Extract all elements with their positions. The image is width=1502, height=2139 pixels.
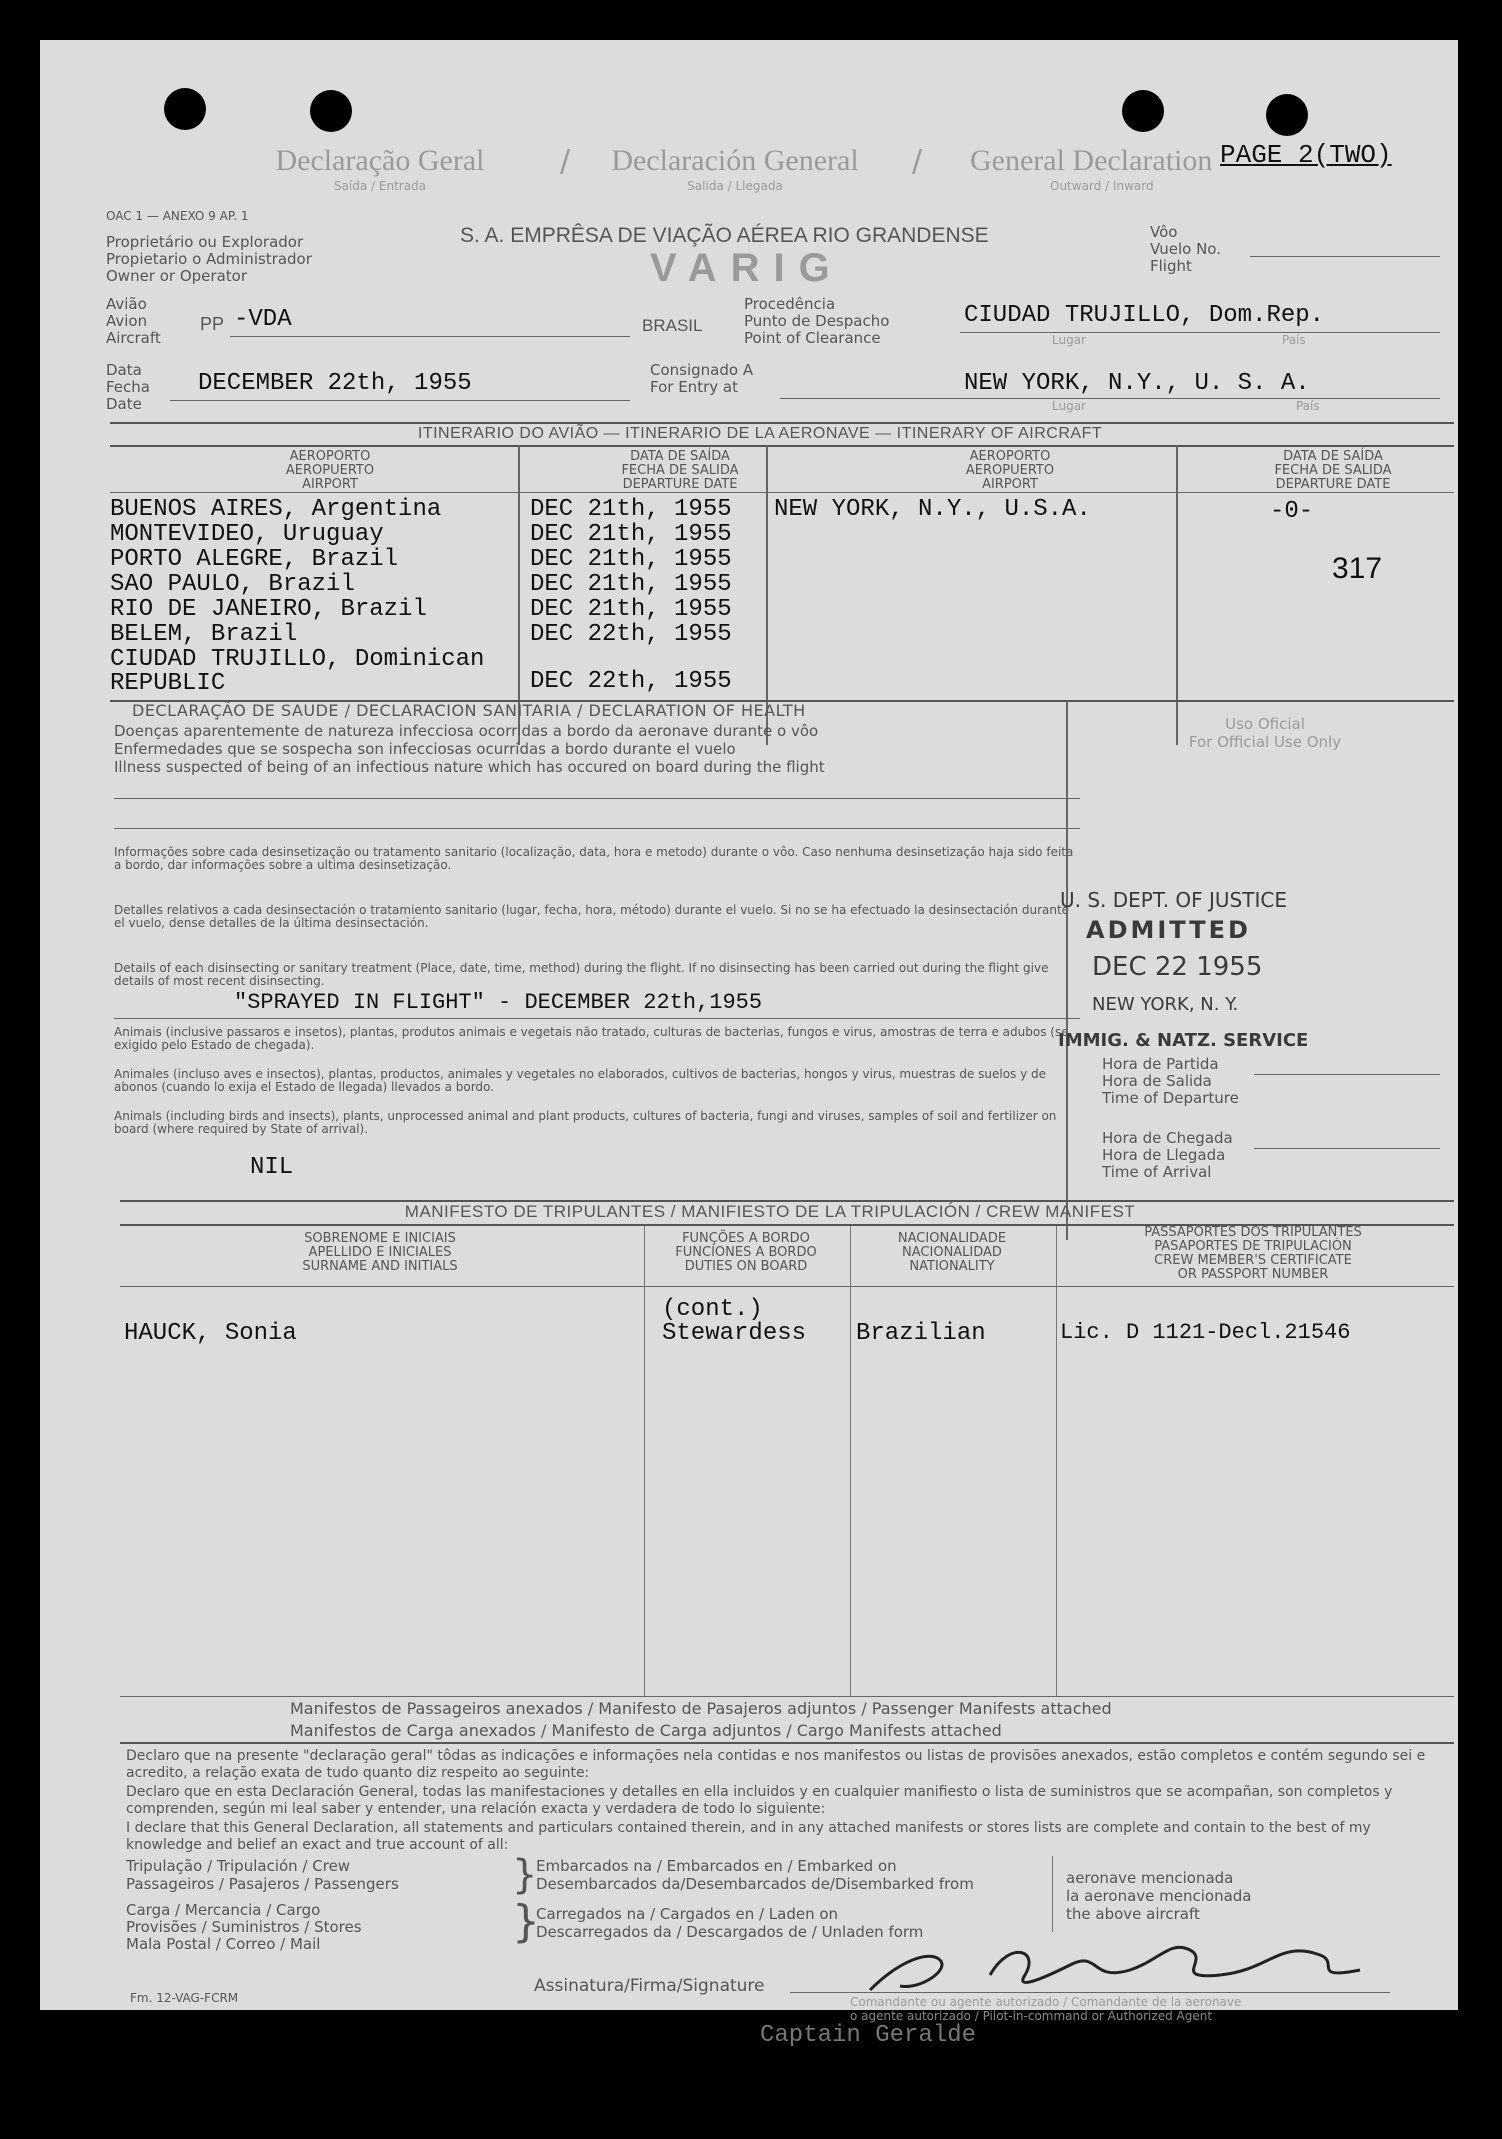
crew-heading: MANIFESTO DE TRIPULANTES / MANIFIESTO DE LA TRIPULACIÓN / CREW MANIFEST	[404, 1202, 1136, 1221]
immigration-stamp-line: DEC 22 1955	[1092, 952, 1263, 982]
clearance-label-pt: Procedência	[744, 295, 836, 313]
flight-label-pt: Vôo	[1150, 223, 1178, 241]
declaration-embarked-label: Embarcados na / Embarcados en / Embarked on	[536, 1857, 897, 1875]
aircraft-label-en: Aircraft	[106, 329, 161, 347]
flight-label-en: Flight	[1150, 257, 1192, 275]
title-es: Declaración General	[611, 144, 859, 177]
declaration-mail-label: Mala Postal / Correo / Mail	[126, 1935, 321, 1953]
punch-hole	[1122, 90, 1164, 132]
immigration-stamp-line: IMMIG. & NATZ. SERVICE	[1058, 1030, 1309, 1051]
signer-caption: o agente autorizado / Pilot-in-command or Authorized Agent	[850, 2009, 1213, 2023]
signature-label: Assinatura/Firma/Signature	[534, 1976, 765, 1996]
itinerary-col-date-left: DATA DE SAÍDA FECHA DE SALIDA DEPARTURE DATE	[621, 449, 739, 492]
crew-row-passport: Lic. D 1121-Decl.21546	[1060, 1320, 1351, 1345]
declaration-cargo-label: Carga / Mercancia / Cargo	[126, 1901, 321, 1919]
declaration-aircraft-es: la aeronave mencionada	[1066, 1887, 1252, 1905]
clearance-pais: País	[1282, 333, 1306, 347]
declaration-disembarked-label: Desembarcados da/Desembarcados de/Disembarked from	[536, 1875, 974, 1893]
declaration-text-en: I declare that this General Declaration, all statements and particulars contained therein, and in any attached manifests or stores lists are complete and contain to the best of my knowledge and belief an exact and true account of all:	[126, 1820, 1371, 1853]
clearance-label-en: Point of Clearance	[744, 329, 881, 347]
flight-underline	[1250, 256, 1440, 257]
crew-row-duties: Stewardess	[662, 1320, 807, 1347]
aircraft-underline	[230, 336, 630, 337]
aircraft-country: BRASIL	[642, 316, 703, 335]
aircraft-label-es: Avion	[106, 312, 148, 330]
declaration-aircraft-en: the above aircraft	[1066, 1905, 1200, 1923]
arrival-time-line	[1254, 1148, 1440, 1149]
immigration-stamp-line: NEW YORK, N. Y.	[1092, 994, 1239, 1015]
crew-divider	[644, 1226, 645, 1696]
page-number: 317	[1332, 552, 1383, 585]
arrival-time-label-pt: Hora de Chegada	[1102, 1129, 1233, 1147]
crew-row-duties-note: (cont.)	[662, 1296, 763, 1323]
consigned-underline	[780, 398, 1440, 399]
title-pt-sub: Saída / Entrada	[333, 179, 427, 193]
clearance-label-es: Punto de Despacho	[744, 312, 890, 330]
signer-name: Captain Geralde	[760, 2022, 977, 2049]
consigned-value: NEW YORK, N.Y., U. S. A.	[964, 370, 1310, 397]
title-separator: /	[560, 144, 571, 179]
itinerary-date-left: DEC 22th, 1955	[530, 621, 732, 648]
health-answer-line	[114, 798, 1080, 799]
crew-col-name: SOBRENOME E INICIAIS APELLIDO E INICIALES SURNAME AND INITIALS	[302, 1231, 458, 1274]
attachments-rule	[120, 1742, 1454, 1744]
date-underline	[170, 400, 630, 401]
itinerary-col-date-right: DATA DE SAÍDA FECHA DE SALIDA DEPARTURE DATE	[1274, 449, 1392, 492]
itinerary-airport-left: MONTEVIDEO, Uruguay	[110, 521, 384, 548]
disinsect-text-en: Details of each disinsecting or sanitary treatment (Place, date, time, method) during the flight. If no disinsecting has been carried out during the flight give details of most recent disinsecting.	[114, 961, 1049, 988]
clearance-value: CIUDAD TRUJILLO, Dom.Rep.	[964, 302, 1325, 329]
punch-hole	[1266, 94, 1308, 136]
itinerary-date-left: DEC 21th, 1955	[530, 521, 732, 548]
itinerary-col-airport-right: AEROPORTO AEROPUERTO AIRPORT	[965, 449, 1055, 492]
declaration-laden-label: Carregados na / Cargados en / Laden on	[536, 1905, 839, 1923]
form-sheet	[40, 40, 1458, 2010]
arrival-time-label-en: Time of Arrival	[1102, 1163, 1212, 1181]
signature-image	[840, 1920, 1380, 2000]
aircraft-registration: -VDA	[234, 306, 292, 333]
consigned-pais: País	[1296, 399, 1320, 413]
departure-time-label-en: Time of Departure	[1102, 1089, 1239, 1107]
title-en: General Declaration	[970, 144, 1213, 177]
clearance-underline	[960, 332, 1440, 333]
official-divider	[1066, 700, 1068, 1240]
operator-company: S. A. EMPRÊSA DE VIAÇÃO AÉREA RIO GRANDENSE	[460, 224, 989, 247]
crew-colhead-rule	[120, 1286, 1454, 1287]
itinerary-date-left: DEC 21th, 1955	[530, 496, 732, 523]
itinerary-date-left: DEC 22th, 1955	[530, 668, 732, 695]
crew-bottom-rule	[120, 1696, 1454, 1697]
departure-time-label-es: Hora de Salida	[1102, 1072, 1212, 1090]
date-value: DECEMBER 22th, 1955	[198, 370, 472, 397]
date-label-en: Date	[106, 395, 142, 413]
declaration-stores-label: Provisões / Suministros / Stores	[126, 1918, 362, 1936]
disinsect-text-pt: Informações sobre cada desinsetização ou tratamento sanitario (localização, data, hora e metodo) durante o vôo. Caso nenhuma desinsetização haja sido feita a bordo, dar informações sobre a ultima desinsetização.	[114, 845, 1074, 872]
brace-icon: }	[512, 1852, 538, 1898]
animals-text-pt: Animais (inclusive passaros e insetos), plantas, produtos animais e vegetais não tratado, culturas de bacterias, fungos e virus, amostras de terra e adubos (se exigido pelo Estado de chegada).	[114, 1025, 1069, 1052]
clearance-lugar: Lugar	[1052, 333, 1086, 347]
itinerary-col-airport-left: AEROPORTO AEROPUERTO AIRPORT	[285, 449, 375, 492]
signer-caption: Comandante ou agente autorizado / Comandante de la aeronave	[850, 1995, 1242, 2009]
operator-label-pt: Proprietário ou Explorador	[106, 233, 304, 251]
title-pt: Declaração Geral	[275, 144, 485, 177]
consigned-label-en: For Entry at	[650, 378, 738, 396]
itinerary-date-left: DEC 21th, 1955	[530, 571, 732, 598]
title-separator: /	[912, 144, 923, 179]
declaration-passengers-label: Passageiros / Pasajeros / Passengers	[126, 1875, 399, 1893]
arrival-time-label-es: Hora de Llegada	[1102, 1146, 1226, 1164]
itinerary-airport-right: NEW YORK, N.Y., U.S.A.	[774, 496, 1091, 523]
itinerary-airport-left: SAO PAULO, Brazil	[110, 571, 355, 598]
disinsect-answer-line	[114, 1018, 1080, 1019]
health-line-es: Enfermedades que se sospecha son infecciosas ocurridas a bordo durante el vuelo	[114, 740, 736, 758]
date-label-es: Fecha	[106, 378, 150, 396]
punch-hole	[310, 90, 352, 132]
immigration-stamp-line: ADMITTED	[1086, 916, 1251, 944]
flight-label-es: Vuelo No.	[1150, 240, 1221, 258]
itinerary-airport-left: RIO DE JANEIRO, Brazil	[110, 596, 427, 623]
date-label-pt: Data	[106, 361, 142, 379]
departure-time-label-pt: Hora de Partida	[1102, 1055, 1219, 1073]
annex-ref: OAC 1 — ANEXO 9 AP. 1	[106, 209, 249, 223]
crew-col-passport: PASSAPORTES DOS TRIPULANTES PASAPORTES DE TRIPULACIÓN CREW MEMBER'S CERTIFICATE OR PASSPORT NUMBER	[1144, 1225, 1362, 1282]
crew-divider	[1056, 1226, 1057, 1696]
declaration-text-es: Declaro que en esta Declaración General, todas las manifestaciones y detalles en ella incluidos y en cualquier manifiesto o lista de suministros que se acompañan, son completos y comprenden, según mi leal saber y entender, una relación exacta y verdadera de todo lo siguiente:	[126, 1784, 1393, 1817]
itinerary-airport-left: BUENOS AIRES, Argentina	[110, 496, 442, 523]
itinerary-airport-left: CIUDAD TRUJILLO, Dominican	[110, 646, 485, 673]
aircraft-prefix: PP	[200, 314, 225, 334]
itinerary-date-left: DEC 21th, 1955	[530, 596, 732, 623]
crew-col-nationality: NACIONALIDADE NACIONALIDAD NATIONALITY	[897, 1231, 1007, 1274]
official-label-pt: Uso Oficial	[1225, 715, 1305, 733]
disinsect-value: "SPRAYED IN FLIGHT" - DECEMBER 22th,1955	[234, 990, 763, 1015]
declaration-crew-label: Tripulação / Tripulación / Crew	[126, 1857, 351, 1875]
declaration-aircraft-pt: aeronave mencionada	[1066, 1869, 1234, 1887]
cargo-manifest-line: Manifestos de Carga anexados / Manifesto de Carga adjuntos / Cargo Manifests attached	[290, 1721, 1002, 1740]
passenger-manifest-line: Manifestos de Passageiros anexados / Manifesto de Pasajeros adjuntos / Passenger Manifests attached	[290, 1699, 1112, 1718]
health-answer-line	[114, 828, 1080, 829]
operator-label-en: Owner or Operator	[106, 267, 247, 285]
immigration-stamp-line: U. S. DEPT. OF JUSTICE	[1060, 888, 1287, 912]
page-label: PAGE 2(TWO)	[1220, 140, 1392, 170]
crew-divider	[850, 1226, 851, 1696]
form-code: Fm. 12-VAG-FCRM	[130, 1991, 239, 2005]
crew-row-nationality: Brazilian	[856, 1320, 986, 1347]
title-en-sub: Outward / Inward	[1050, 179, 1154, 193]
health-heading: DECLARAÇÃO DE SAUDE / DECLARACION SANITARIA / DECLARATION OF HEALTH	[132, 701, 806, 720]
itinerary-colhead-rule	[110, 492, 1454, 493]
consigned-label-pt: Consignado A	[650, 361, 754, 379]
health-line-pt: Doenças aparentemente de natureza infecciosa ocorridas a bordo da aeronave durante o vôo	[114, 722, 819, 740]
itinerary-top-rule	[110, 422, 1454, 424]
itinerary-airport-left: REPUBLIC	[110, 670, 226, 697]
declaration-unladen-label: Descarregados da / Descargados de / Unladen form	[536, 1923, 924, 1941]
itinerary-date-left: DEC 21th, 1955	[530, 546, 732, 573]
health-line-en: Illness suspected of being of an infectious nature which has occured on board during the flight	[114, 758, 825, 776]
animals-text-en: Animals (including birds and insects), plants, unprocessed animal and plant products, cultures of bacteria, fungi and viruses, samples of soil and fertilizer on board (where required by State of arrival).	[114, 1109, 1057, 1136]
itinerary-heading: ITINERARIO DO AVIÃO — ITINERARIO DE LA AERONAVE — ITINERARY OF AIRCRAFT	[417, 425, 1103, 442]
animals-value: NIL	[250, 1154, 294, 1181]
disinsect-text-es: Detalles relativos a cada desinsectación o tratamiento sanitario (lugar, fecha, hora, método) durante el vuelo. Si no se ha efectuado la desinsectación durante el vuelo, dense detalles de la última desinsectación.	[114, 903, 1070, 930]
brace-icon: }	[512, 1896, 540, 1947]
itinerary-airport-left: PORTO ALEGRE, Brazil	[110, 546, 399, 573]
official-label-en: For Official Use Only	[1188, 733, 1342, 751]
aircraft-label-pt: Avião	[106, 295, 147, 313]
punch-hole	[164, 88, 206, 130]
itinerary-airport-left: BELEM, Brazil	[110, 621, 298, 648]
consigned-lugar: Lugar	[1052, 399, 1086, 413]
title-es-sub: Salida / Llegada	[687, 179, 783, 193]
declaration-text-pt: Declaro que na presente "declaração geral" tôdas as indicações e informações nela contidas e nos manifestos ou listas de provisões anexados, estão completos e contém segundo sei e acredito, a relação exata de tudo quanto diz respeito ao seguinte:	[126, 1748, 1426, 1781]
crew-col-duties: FUNÇÕES A BORDO FUNCIONES A BORDO DUTIES ON BOARD	[675, 1231, 817, 1274]
operator-label-es: Propietario o Administrador	[106, 250, 312, 268]
departure-time-line	[1254, 1074, 1440, 1075]
operator-brand: VARIG	[650, 246, 844, 290]
animals-text-es: Animales (incluso aves e insectos), plantas, productos, animales y vegetales no elaborados, cultivos de bacterias, hongos y virus, muestras de suelos y de abonos (cuando lo exija el Estado de llegada) llevados a bordo.	[114, 1067, 1047, 1094]
itinerary-heading-rule	[110, 445, 1454, 447]
crew-row-name: HAUCK, Sonia	[124, 1320, 297, 1347]
itinerary-date-right: -0-	[1270, 498, 1314, 525]
